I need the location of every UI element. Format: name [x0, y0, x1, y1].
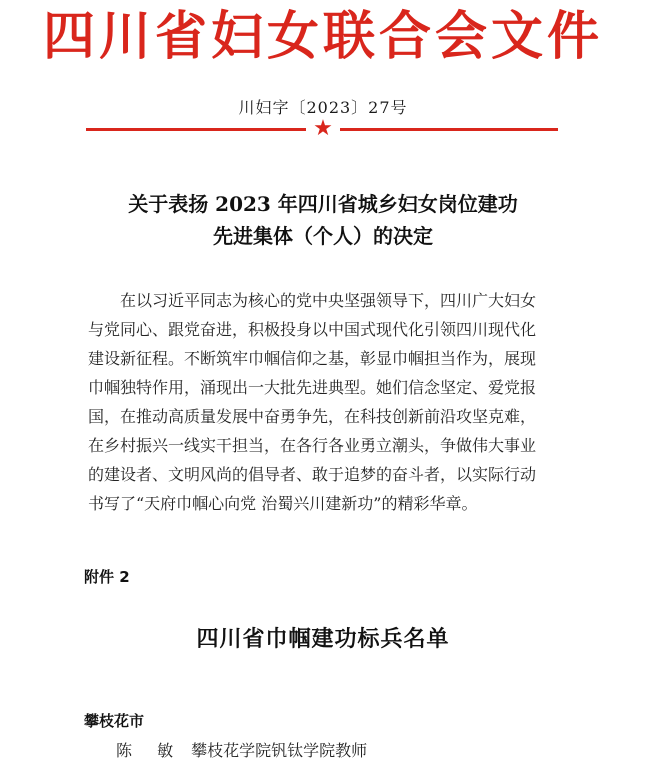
attachment-label: 附件 2 [84, 568, 130, 586]
city-heading: 攀枝花市 [84, 712, 145, 730]
decision-title [60, 188, 586, 252]
entry-name: 陈 敏 [116, 741, 184, 760]
list-title: 四川省巾帼建功标兵名单 [196, 626, 450, 652]
list-entry [116, 738, 367, 761]
body-line: 建设新征程。不断筑牢巾帼信仰之基，彰显巾帼担当作为，展现 [88, 349, 537, 368]
org-title: 四川省妇女联合会文件 [42, 7, 603, 67]
body-line: 在以习近平同志为核心的党中央坚强领导下，四川广大妇女 [88, 291, 537, 310]
body-line: 的建设者、文明风尚的倡导者、敢于追梦的奋斗者，以实际行动 [88, 465, 537, 484]
body-line: 书写了“天府巾帼心向党 治蜀兴川建新功”的精彩华章。 [88, 494, 478, 513]
doc-number: 川妇字〔2023〕27号 [238, 98, 408, 117]
entry-unit: 攀枝花学院钒钛学院教师 [191, 741, 368, 760]
body-line: 国，在推动高质量发展中奋勇争先，在科技创新前沿攻坚克难， [88, 407, 537, 426]
body-paragraph [88, 286, 570, 518]
red-rule-right [340, 128, 558, 131]
body-line: 与党同心、跟党奋进，积极投身以中国式现代化引领四川现代化 [88, 320, 537, 339]
red-rule-left [86, 128, 306, 131]
body-line: 巾帼独特作用，涌现出一大批先进典型。她们信念坚定、爱党报 [88, 378, 537, 397]
body-line: 在乡村振兴一线实干担当，在各行各业勇立潮头，争做伟大事业 [88, 436, 537, 455]
decision-title-line-2: 先进集体（个人）的决定 [213, 224, 433, 248]
star-icon: ★ [313, 116, 333, 141]
decision-title-line-1: 关于表扬 2023 年四川省城乡妇女岗位建功 [128, 192, 518, 216]
